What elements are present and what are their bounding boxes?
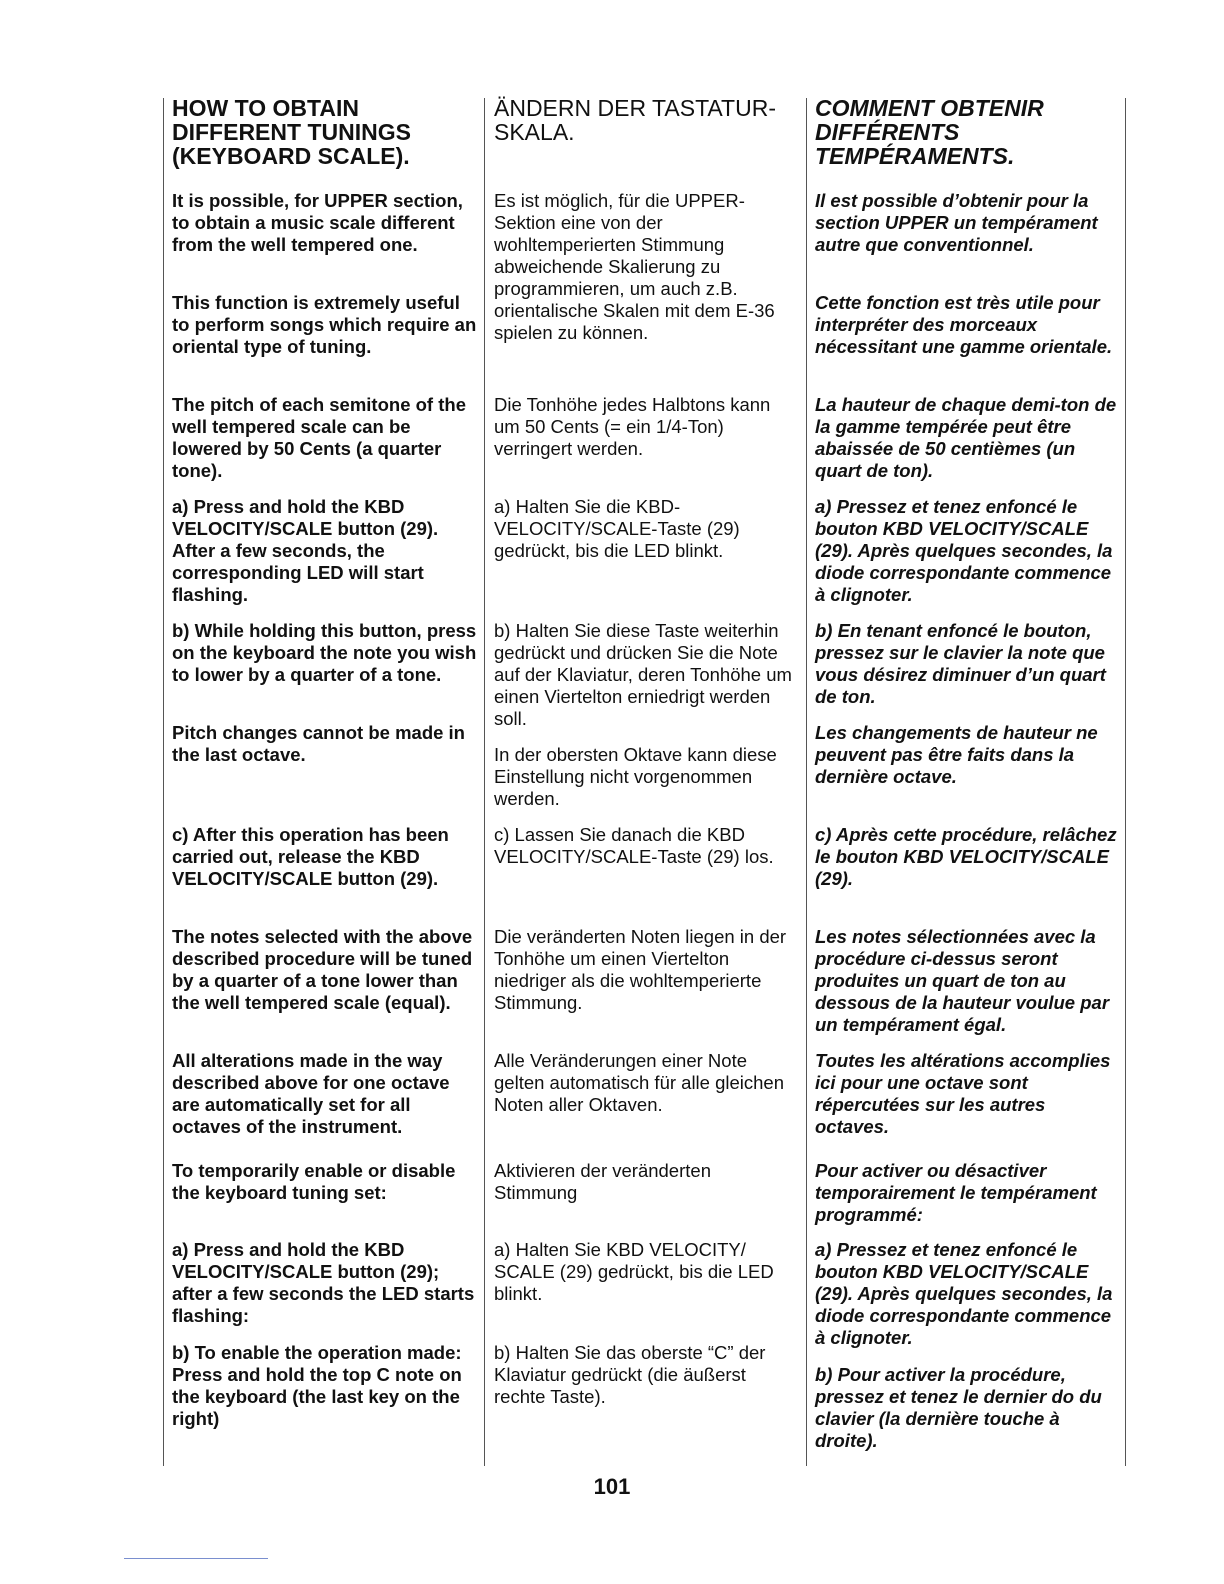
german-paragraph: a) Halten Sie KBD VELOCITY/ SCALE (29) gedrückt, bis die LED blinkt.: [494, 1239, 774, 1304]
french-paragraph: b) Pour activer la procédure, pressez et tenez le dernier do du clavier (la dernière touche à droite).: [815, 1364, 1102, 1451]
french-title: COMMENT OBTENIR DIFFÉRENTS TEMPÉRAMENTS.: [815, 95, 1044, 169]
french-paragraph: Toutes les altérations accomplies ici pour une octave sont répercutées sur les autres octaves.: [815, 1050, 1111, 1137]
german-paragraph: Die veränderten Noten liegen in der Tonhöhe um einen Viertelton niedriger als die wohltemperierte Stimmung.: [494, 926, 787, 1013]
english-paragraph: a) Press and hold the KBD VELOCITY/SCALE button (29). After a few seconds, the corresponding LED will start flashing.: [172, 496, 439, 605]
english-paragraph: All alterations made in the way described above for one octave are automatically set for all octaves of the instrument.: [172, 1050, 450, 1137]
german-paragraph: a) Halten Sie die KBD-VELOCITY/SCALE-Taste (29) gedrückt, bis die LED blinkt.: [494, 496, 740, 561]
german-paragraph: Es ist möglich, für die UPPER-Sektion eine von der wohltemperierten Stimmung abweichende Skalierung zu programmieren, um auch z.B. orientalische Skalen mit dem E-36 spielen zu können.: [494, 190, 775, 343]
english-title: HOW TO OBTAIN DIFFERENT TUNINGS (KEYBOARD SCALE).: [172, 95, 411, 169]
german-paragraph: Die Tonhöhe jedes Halbtons kann um 50 Cents (= ein 1/4-Ton) verringert werden.: [494, 394, 771, 459]
german-title: ÄNDERN DER TASTATUR- SKALA.: [494, 95, 776, 145]
footer-rule: [124, 1558, 268, 1559]
column-rule-1: [484, 98, 485, 1466]
column-rule-right: [1125, 98, 1126, 1466]
french-paragraph: Pour activer ou désactiver temporairement le tempérament programmé:: [815, 1160, 1097, 1225]
english-paragraph: It is possible, for UPPER section, to obtain a music scale different from the well tempered one.: [172, 190, 463, 255]
page-number: 101: [593, 1474, 631, 1499]
column-rule-2: [806, 98, 807, 1466]
english-paragraph: a) Press and hold the KBD VELOCITY/SCALE button (29); after a few seconds the LED starts flashing:: [172, 1239, 475, 1326]
english-paragraph: The notes selected with the above described procedure will be tuned by a quarter of a tone lower than the well tempered scale (equal).: [172, 926, 473, 1013]
german-paragraph: c) Lassen Sie danach die KBD VELOCITY/SCALE-Taste (29) los.: [494, 824, 774, 867]
french-paragraph: Cette fonction est très utile pour interpréter des morceaux nécessitant une gamme orientale.: [815, 292, 1113, 357]
english-paragraph: The pitch of each semitone of the well tempered scale can be lowered by 50 Cents (a quarter tone).: [172, 394, 466, 481]
column-rule-left: [163, 98, 164, 1466]
french-paragraph: a) Pressez et tenez enfoncé le bouton KBD VELOCITY/SCALE (29). Après quelques secondes, la diode correspondante commence à clignoter.: [815, 1239, 1113, 1348]
english-paragraph: To temporarily enable or disable the keyboard tuning set:: [172, 1160, 456, 1203]
german-paragraph: Aktivieren der veränderten Stimmung: [494, 1160, 711, 1203]
french-paragraph: Les notes sélectionnées avec la procédure ci-dessus seront produites un quart de ton au dessous de la hauteur voulue par un tempérament égal.: [815, 926, 1110, 1035]
french-paragraph: Il est possible d’obtenir pour la section UPPER un tempérament autre que conventionnel.: [815, 190, 1098, 255]
french-paragraph: a) Pressez et tenez enfoncé le bouton KBD VELOCITY/SCALE (29). Après quelques secondes, la diode correspondante commence à clignoter.: [815, 496, 1113, 605]
french-paragraph: c) Après cette procédure, relâchez le bouton KBD VELOCITY/SCALE (29).: [815, 824, 1117, 889]
german-paragraph: b) Halten Sie das oberste “C” der Klaviatur gedrückt (die äußerst rechte Taste).: [494, 1342, 766, 1407]
german-paragraph: b) Halten Sie diese Taste weiterhin gedrückt und drücken Sie die Note auf der Klaviatur, deren Tonhöhe um einen Viertelton erniedrigt werden soll.: [494, 620, 792, 729]
german-paragraph: In der obersten Oktave kann diese Einstellung nicht vorgenommen werden.: [494, 744, 777, 809]
english-paragraph: This function is extremely useful to perform songs which require an oriental type of tuning.: [172, 292, 477, 357]
french-paragraph: Les changements de hauteur ne peuvent pas être faits dans la dernière octave.: [815, 722, 1098, 787]
german-paragraph: Alle Veränderungen einer Note gelten automatisch für alle gleichen Noten aller Oktaven.: [494, 1050, 785, 1115]
english-paragraph: b) To enable the operation made: Press and hold the top C note on the keyboard (the last key on the right): [172, 1342, 462, 1429]
english-paragraph: c) After this operation has been carried out, release the KBD VELOCITY/SCALE button (29).: [172, 824, 449, 889]
english-paragraph: Pitch changes cannot be made in the last octave.: [172, 722, 465, 765]
french-paragraph: La hauteur de chaque demi-ton de la gamme tempérée peut être abaissée de 50 centièmes (un quart de ton).: [815, 394, 1117, 481]
english-paragraph: b) While holding this button, press on the keyboard the note you wish to lower by a quarter of a tone.: [172, 620, 477, 685]
french-paragraph: b) En tenant enfoncé le bouton, pressez sur le clavier la note que vous désirez diminuer d’un quart de ton.: [815, 620, 1106, 707]
